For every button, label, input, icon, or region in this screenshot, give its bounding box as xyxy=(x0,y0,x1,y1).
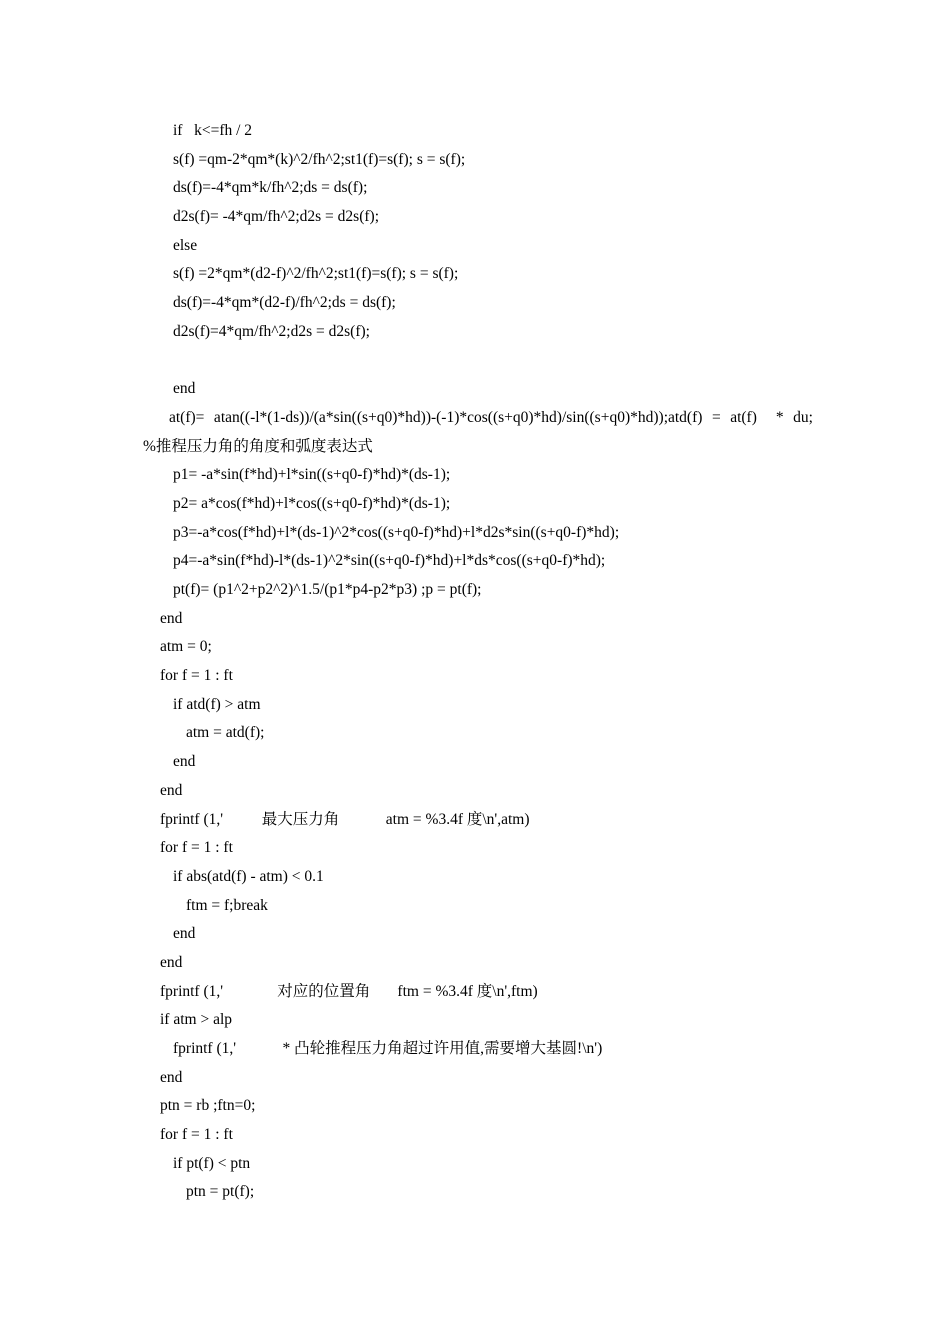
code-line: if abs(atd(f) - atm) < 0.1 xyxy=(173,867,324,885)
code-line: if k<=fh / 2 xyxy=(173,122,253,139)
code-line: ptn = rb ;ftn=0; xyxy=(160,1097,256,1115)
code-line: p1= -a*sin(f*hd)+l*sin((s+q0-f)*hd)*(ds-1); xyxy=(173,466,451,484)
code-line: end xyxy=(160,609,183,627)
code-line: end xyxy=(160,781,183,799)
code-line: for f = 1 : ft xyxy=(160,667,233,685)
code-line: fprintf (1,' 对应的位置角 ftm = %3.4f 度\n',ftm) xyxy=(160,982,538,1000)
code-line: pt(f)= (p1^2+p2^2)^1.5/(p1*p4-p2*p3) ;p = pt(f); xyxy=(173,581,482,599)
code-line: end xyxy=(160,1068,183,1086)
code-block xyxy=(143,117,837,1207)
code-line: p2= a*cos(f*hd)+l*cos((s+q0-f)*hd)*(ds-1); xyxy=(173,494,451,512)
code-line: end xyxy=(173,753,196,771)
code-line: ftm = f;break xyxy=(186,896,268,914)
code-line: ds(f)=-4*qm*k/fh^2;ds = ds(f); xyxy=(173,179,368,197)
code-line: if atm > alp xyxy=(160,1011,233,1029)
code-line: if pt(f) < ptn xyxy=(173,1154,251,1172)
code-line: p3=-a*cos(f*hd)+l*(ds-1)^2*cos((s+q0-f)*hd)+l*d2s*sin((s+q0-f)*hd); xyxy=(173,523,620,541)
code-line: end xyxy=(173,925,196,943)
code-line: p4=-a*sin(f*hd)-l*(ds-1)^2*sin((s+q0-f)*hd)+l*ds*cos((s+q0-f)*hd); xyxy=(173,552,606,570)
code-line: ptn = pt(f); xyxy=(186,1183,255,1201)
code-line: end xyxy=(173,380,196,398)
code-line: else xyxy=(173,236,198,254)
code-line xyxy=(143,347,813,376)
code-line: if atd(f) > atm xyxy=(173,695,261,713)
code-line: end xyxy=(160,953,183,971)
code-line: ds(f)=-4*qm*(d2-f)/fh^2;ds = ds(f); xyxy=(173,294,396,312)
code-line: at(f)= atan((-l*(1-ds))/(a*sin((s+q0)*hd))-(-1)*cos((s+q0)*hd)/sin((s+q0)*hd));atd(f) = at(f) * du; %推程压力角的角度和弧度表达式 xyxy=(143,408,837,455)
code-line: fprintf (1,' * 凸轮推程压力角超过许用值,需要增大基圆!\n') xyxy=(173,1040,603,1058)
code-line: d2s(f)= -4*qm/fh^2;d2s = d2s(f); xyxy=(173,208,379,226)
code-line: for f = 1 : ft xyxy=(160,1126,233,1144)
code-line: s(f) =qm-2*qm*(k)^2/fh^2;st1(f)=s(f); s = s(f); xyxy=(173,150,466,168)
code-line: s(f) =2*qm*(d2-f)^2/fh^2;st1(f)=s(f); s = s(f); xyxy=(173,265,459,283)
code-line: d2s(f)=4*qm/fh^2;d2s = d2s(f); xyxy=(173,322,370,340)
code-line: fprintf (1,' 最大压力角 atm = %3.4f 度\n',atm) xyxy=(160,810,530,828)
code-line: atm = atd(f); xyxy=(186,724,265,742)
code-line: for f = 1 : ft xyxy=(160,839,233,857)
code-line: atm = 0; xyxy=(160,638,212,656)
